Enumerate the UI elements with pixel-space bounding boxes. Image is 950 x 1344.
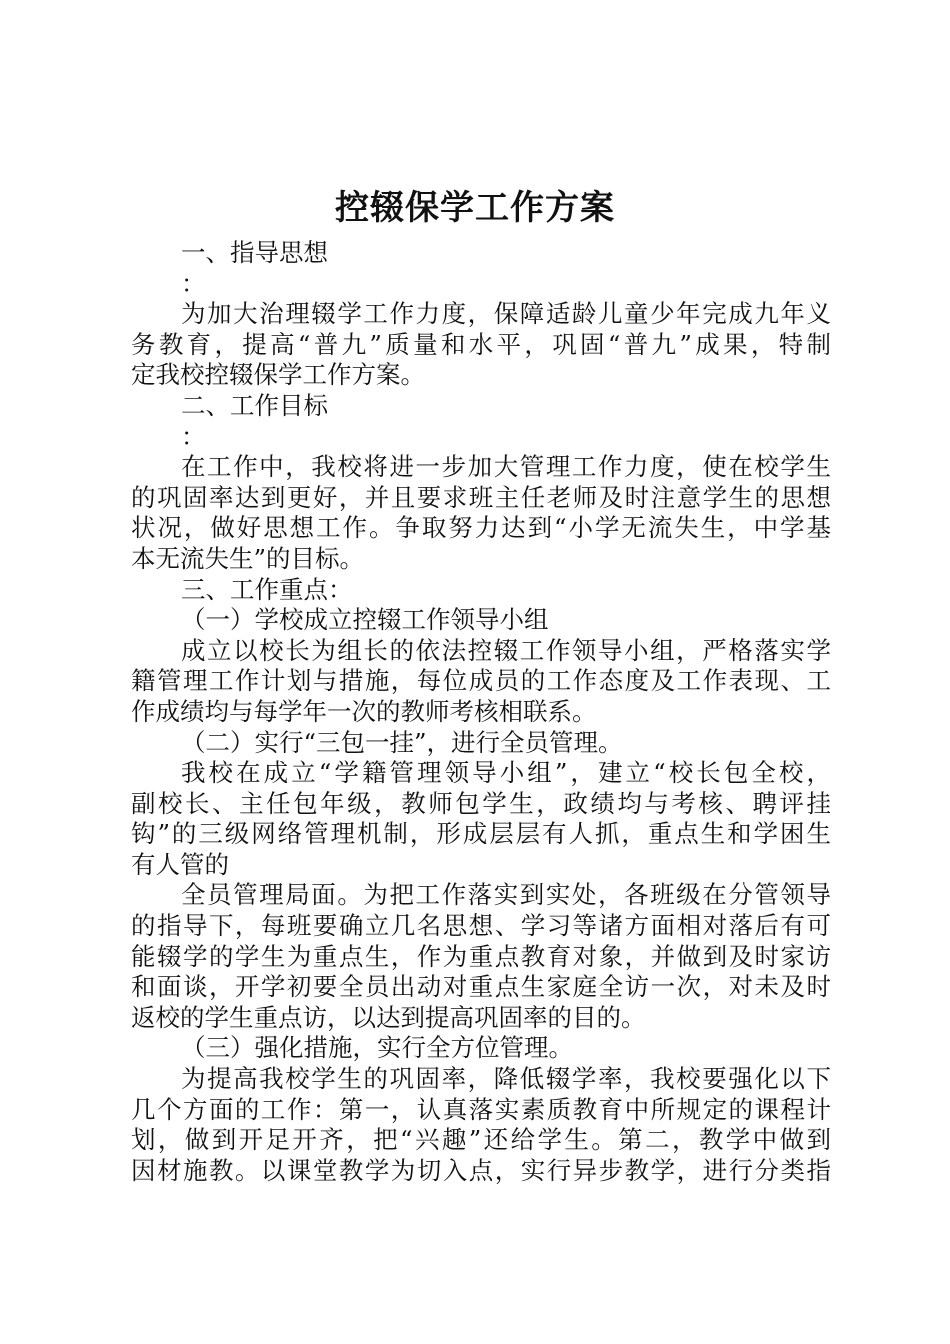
text-line: 为提高我校学生的巩固率，降低辍学率，我校要强化以下 [181,1064,831,1094]
text-line: ： [181,421,206,451]
text-line: 作成绩均与每学年一次的教师考核相联系。 [131,696,597,726]
text-line: 的巩固率达到更好，并且要求班主任老师及时注意学生的思想 [131,482,831,512]
text-line: 一、指导思想 [181,238,328,267]
text-line: 全员管理局面。为把工作落实到实处，各班级在分管领导 [181,880,831,910]
text-line: 二、工作目标 [181,390,328,420]
text-line: 我校在成立“学籍管理领导小组”，建立“校长包全校， [181,758,831,788]
text-line: 状况，做好思想工作。争取努力达到“小学无流失生，中学基 [131,513,831,543]
document-title: 控辍保学工作方案 [335,188,615,228]
text-line: 返校的学生重点访，以达到提高巩固率的目的。 [131,1002,646,1032]
text-line: 籍管理工作计划与措施，每位成员的工作态度及工作表现、工 [131,666,831,696]
text-line: 钩”的三级网络管理机制，形成层层有人抓，重点生和学困生 [131,819,831,849]
text-line: 有人管的 [131,849,229,879]
text-line: 定我校控辍保学工作方案。 [131,360,425,390]
text-line: 三、工作重点： [181,574,353,604]
text-line: 和面谈，开学初要全员出动对重点生家庭全访一次，对未及时 [131,972,831,1002]
text-line: 因材施教。以课堂教学为切入点，实行异步教学，进行分类指 [131,1155,831,1185]
text-line: 在工作中，我校将进一步加大管理工作力度，使在校学生 [181,452,831,482]
document-body [131,238,831,1186]
text-line: 的指导下，每班要确立几名思想、学习等诸方面相对落后有可 [131,911,831,941]
text-line: （二）实行“三包一挂”，进行全员管理。 [181,727,623,757]
text-line: （一）学校成立控辍工作领导小组 [181,605,549,635]
text-line: （三）强化措施，实行全方位管理。 [181,1033,573,1063]
text-line: 能辍学的学生为重点生，作为重点教育对象，并做到及时家访 [131,941,831,971]
text-line: 为加大治理辍学工作力度，保障适龄儿童少年完成九年义 [181,299,831,329]
text-line: ： [181,268,206,298]
text-line: 务教育，提高“普九”质量和水平，巩固“普九”成果，特制 [131,329,831,359]
text-line: 几个方面的工作：第一，认真落实素质教育中所规定的课程计 [131,1094,831,1124]
text-line: 副校长、主任包年级，教师包学生，政绩均与考核、聘评挂 [131,788,831,818]
text-line: 成立以校长为组长的依法控辍工作领导小组，严格落实学 [181,635,831,665]
text-line: 本无流失生”的目标。 [131,543,365,573]
text-line: 划，做到开足开齐，把“兴趣”还给学生。第二，教学中做到 [131,1125,831,1155]
